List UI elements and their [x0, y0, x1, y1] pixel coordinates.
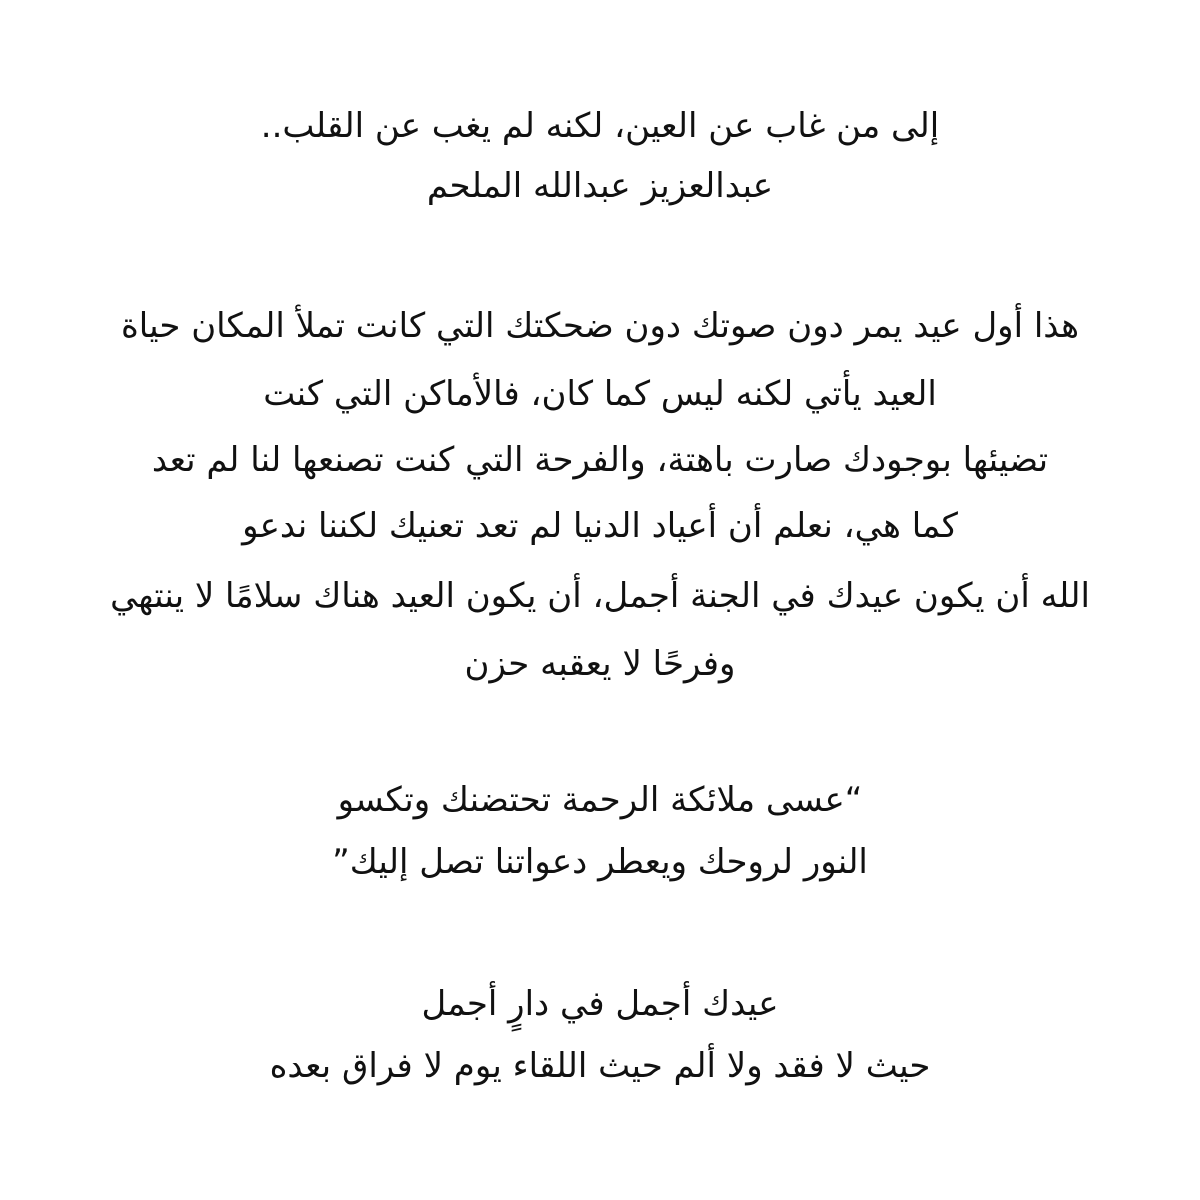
body-line-6: وفرحًا لا يعقبه حزن	[464, 644, 736, 684]
dedication-line-1: إلى من غاب عن العين، لكنه لم يغب عن القلب..	[260, 106, 940, 146]
quote-line-1: “عسى ملائكة الرحمة تحتضنك وتكسو	[337, 780, 863, 820]
body-line-1: هذا أول عيد يمر دون صوتك دون ضحكتك التي كانت تملأ المكان حياة	[120, 306, 1080, 346]
body-line-5: الله أن يكون عيدك في الجنة أجمل، أن يكون العيد هناك سلامًا لا ينتهي	[110, 576, 1090, 616]
quote-line-2: النور لروحك ويعطر دعواتنا تصل إليك”	[332, 842, 868, 882]
closing-line-2: حيث لا فقد ولا ألم حيث اللقاء يوم لا فراق بعده	[269, 1046, 931, 1086]
closing-line-1: عيدك أجمل في دارٍ أجمل	[421, 984, 779, 1024]
dedication-name: عبدالعزيز عبدالله الملحم	[426, 166, 774, 206]
body-line-4: كما هي، نعلم أن أعياد الدنيا لم تعد تعنيك لكننا ندعو	[242, 506, 958, 546]
body-line-2: العيد يأتي لكنه ليس كما كان، فالأماكن التي كنت	[263, 374, 937, 414]
body-line-3: تضيئها بوجودك صارت باهتة، والفرحة التي كنت تصنعها لنا لم تعد	[151, 440, 1049, 480]
